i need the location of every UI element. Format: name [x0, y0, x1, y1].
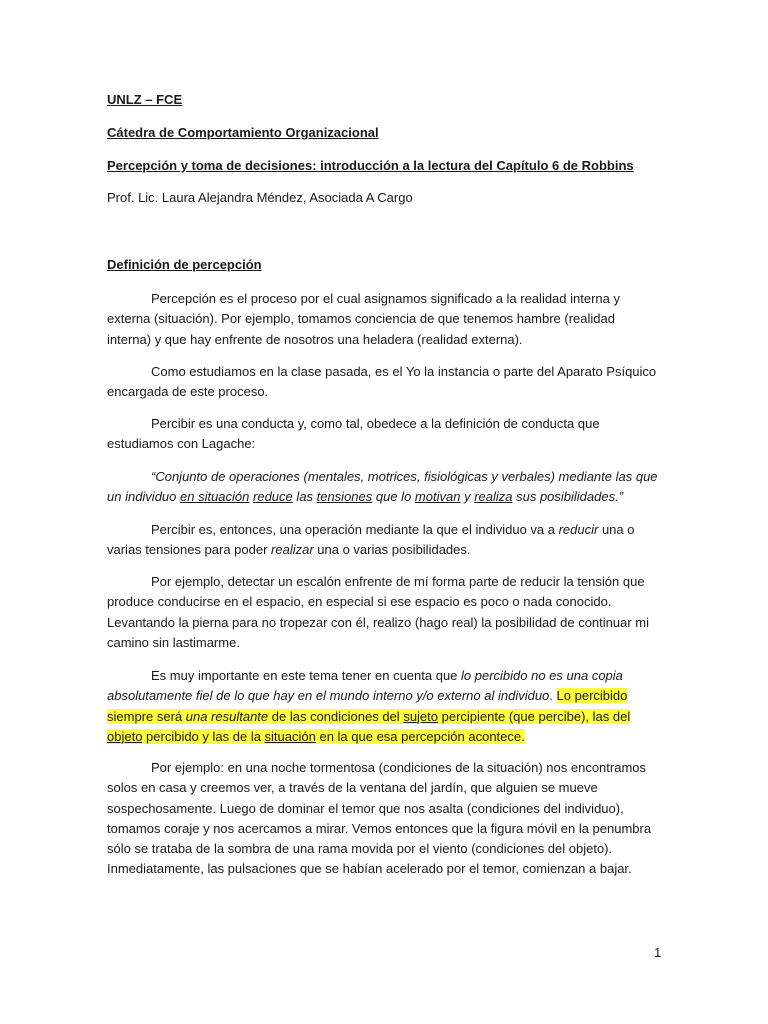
quote-underline-tensiones: tensiones — [316, 489, 373, 505]
p4-text: una o varias tensiones para poder — [107, 522, 635, 558]
p4-italic-reducir: reducir — [558, 522, 599, 537]
p6-highlight-underline-situacion: situación — [264, 728, 316, 744]
paragraph-2: Como estudiamos en la clase pasada, es el Yo la instancia o parte del Aparato Psíquico encargada de este proceso. — [107, 364, 657, 400]
p6-text: Es muy importante en este tema tener en cuenta que — [151, 668, 462, 683]
page-number: 1 — [654, 945, 662, 960]
p6-highlight: percibido y las de la — [142, 728, 265, 744]
paragraph-1: Percepción es el proceso por el cual asignamos significado a la realidad interna y externa (situación). Por ejemplo, tomamos conciencia de que tenemos hambre (realidad interna) y que hay enfrente de nosotros una heladera (realidad externa). — [107, 291, 620, 347]
paragraph-6 — [107, 666, 662, 747]
p6-highlight: en la que esa percepción acontece. — [315, 728, 525, 744]
paragraph-5: Por ejemplo, detectar un escalón enfrente de mí forma parte de reducir la tensión que produce conducirse en el espacio, en especial si ese espacio es poco o nada conocido. Levantando la pierna para no tropezar con él, realizo (hago real) la posibilidad de continuar mi camino sin lastimarme. — [107, 574, 650, 650]
institution-heading: UNLZ – FCE — [107, 92, 183, 107]
quote-text: que lo — [372, 489, 415, 505]
p4-text: una o varias posibilidades. — [313, 542, 471, 558]
quote-underline-motivan: motivan — [414, 489, 461, 505]
section-title: Definición de percepción — [107, 257, 262, 272]
document-title: Percepción y toma de decisiones: introducción a la lectura del Capítulo 6 de Robbins — [107, 158, 634, 173]
lagache-quote — [107, 467, 662, 508]
course-heading: Cátedra de Comportamiento Organizacional — [107, 125, 379, 140]
author-line: Prof. Lic. Laura Alejandra Méndez, Asociada A Cargo — [107, 190, 413, 205]
quote-text: “Conjunto de operaciones (mentales, motrices, fisiológicas y verbales) mediante las que un individuo — [107, 469, 658, 505]
p6-highlight: de las condiciones del — [268, 708, 404, 724]
paragraph-3: Percibir es una conducta y, como tal, obedece a la definición de conducta que estudiamos con Lagache: — [107, 416, 600, 452]
p6-highlight-underline-objeto: objeto — [107, 728, 143, 744]
p6-highlight-underline-sujeto: sujeto — [403, 708, 439, 724]
p6-text: . — [549, 688, 557, 704]
quote-text: y — [460, 489, 475, 505]
quote-text: las — [292, 489, 317, 505]
p4-italic-realizar: realizar — [271, 542, 314, 558]
p6-highlight: Lo percibido siempre será — [107, 688, 628, 724]
quote-text: sus posibilidades.” — [512, 489, 624, 505]
quote-underline-situacion: en situación — [180, 489, 250, 505]
p6-highlight-italic: una resultante — [185, 708, 269, 724]
p6-highlight: percipiente (que percibe), las del — [438, 708, 631, 724]
p4-text: Percibir es, entonces, una operación mediante la que el individuo va a — [151, 522, 559, 537]
quote-underline-realiza: realiza — [474, 489, 513, 505]
paragraph-4 — [107, 520, 662, 561]
quote-underline-reduce: reduce — [253, 489, 293, 505]
p6-italic-phrase: lo percibido no es una copia absolutamente fiel de lo que hay en el mundo interno y/o externo al individuo — [107, 668, 623, 704]
paragraph-7: Por ejemplo: en una noche tormentosa (condiciones de la situación) nos encontramos solos en casa y creemos ver, a través de la ventana del jardín, que alguien se mueve sospechosamente. Luego de dominar el temor que nos asalta (condiciones del individuo), tomamos coraje y nos acercamos a mirar. Vemos entonces que la figura móvil en la penumbra sólo se trataba de la sombra de una rama movida por el viento (condiciones del objeto). Inmediatamente, las pulsaciones que se habían acelerado por el temor, comienzan a bajar. — [107, 760, 652, 877]
